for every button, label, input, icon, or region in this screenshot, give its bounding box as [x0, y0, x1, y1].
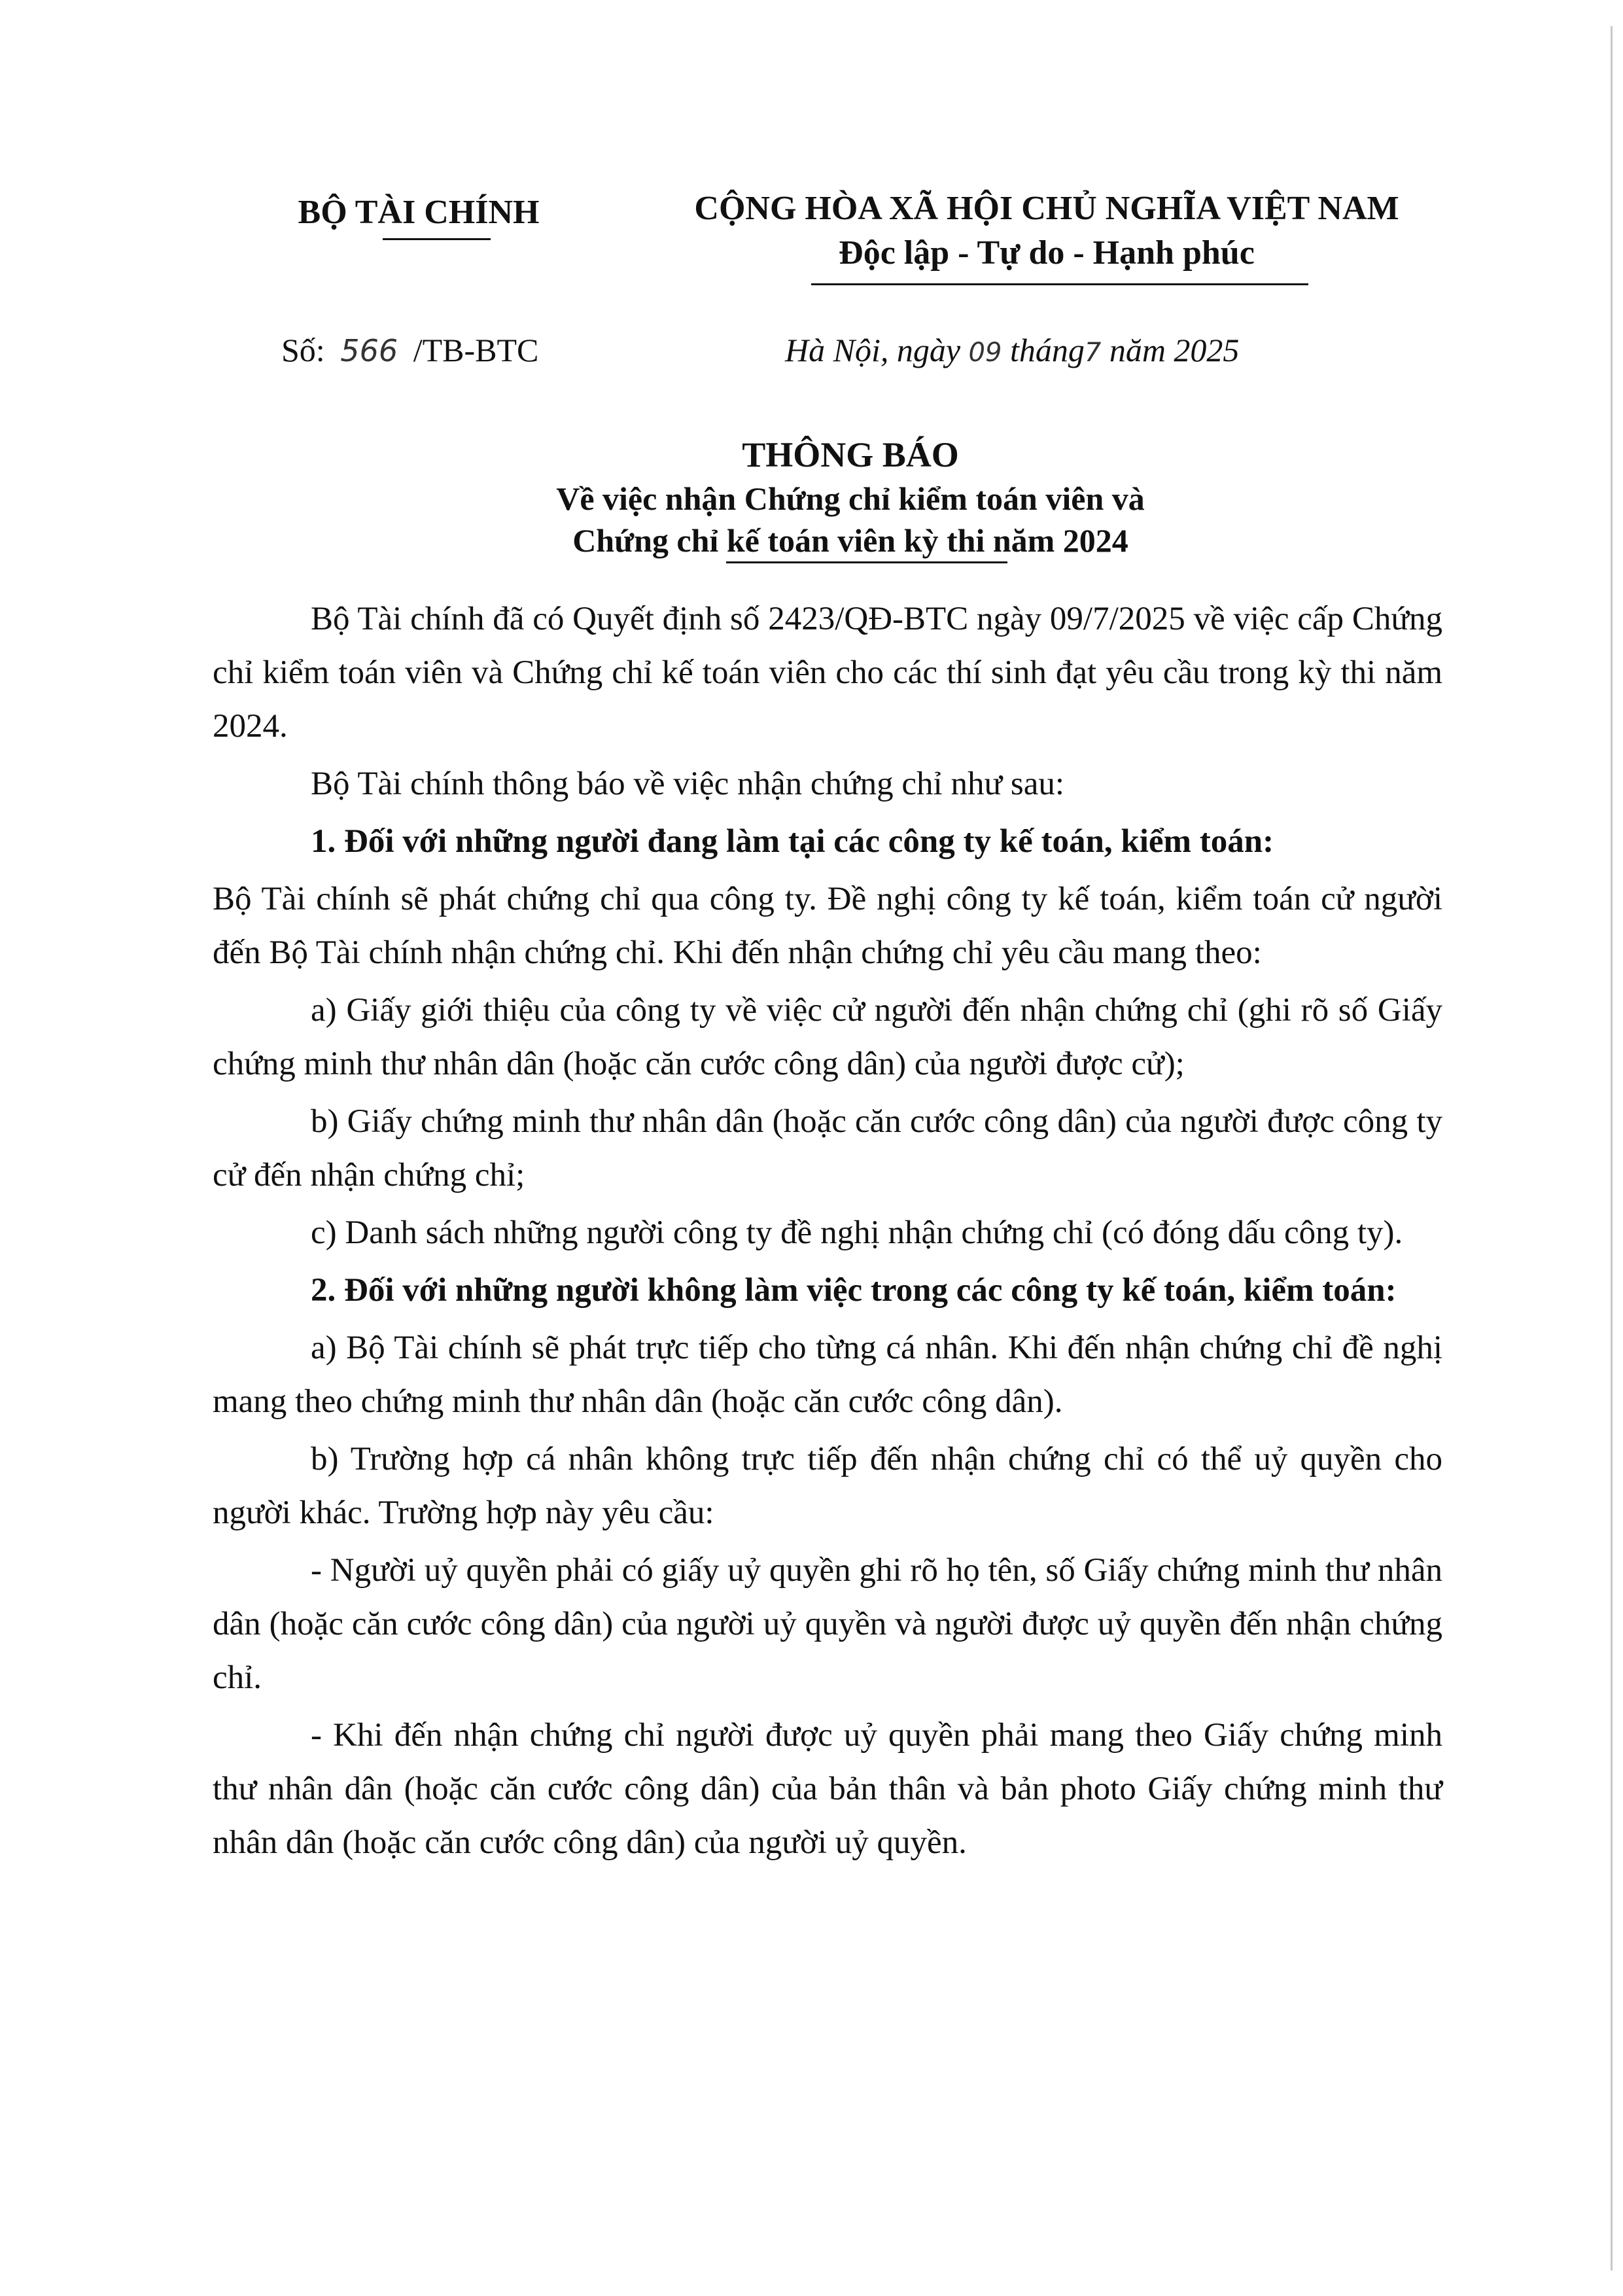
date-month-label: tháng [1009, 332, 1085, 368]
number-handwritten: 566 [340, 333, 398, 368]
date-day: 09 [968, 338, 1002, 368]
national-header [641, 186, 1452, 275]
section-1-item-b: b) Giấy chứng minh thư nhân dân (hoặc căn cước công dân) của người được công ty cử đến nhận chứng chỉ; [213, 1103, 1442, 1193]
date-place: Hà Nội, ngày [785, 332, 961, 368]
paragraph-intro: Bộ Tài chính thông báo về việc nhận chứng chỉ như sau: [311, 766, 1065, 802]
section-2-item-b-2: - Khi đến nhận chứng chỉ người được uỷ quyền phải mang theo Giấy chứng minh thư nhân dân (hoặc căn cước công dân) của bản thân và bản photo Giấy chứng minh thư nhân dân (hoặc căn cước công dân) của người uỷ quyền. [213, 1717, 1442, 1861]
section-2-heading: 2. Đối với những người không làm việc trong các công ty kế toán, kiểm toán: [311, 1272, 1397, 1309]
number-suffix: /TB-BTC [413, 332, 539, 368]
title-underline [726, 561, 1007, 563]
document-number [281, 327, 538, 374]
paragraph-decision: Bộ Tài chính đã có Quyết định số 2423/QĐ-BTC ngày 09/7/2025 về việc cấp Chứng chỉ kiểm toán viên và Chứng chỉ kế toán viên cho các thí sinh đạt yêu cầu trong kỳ thi năm 2024. [213, 601, 1442, 745]
agency-underline [383, 238, 491, 240]
number-prefix: Số: [281, 332, 325, 368]
section-2-item-b-1: - Người uỷ quyền phải có giấy uỷ quyền ghi rõ họ tên, số Giấy chứng minh thư nhân dân (hoặc căn cước công dân) của người uỷ quyền và người được uỷ quyền đến nhận chứng chỉ. [213, 1552, 1442, 1696]
date-year: năm 2025 [1109, 332, 1240, 368]
scan-edge-line [1611, 26, 1613, 2270]
agency-header [275, 190, 563, 236]
section-2-item-a: a) Bộ Tài chính sẽ phát trực tiếp cho từng cá nhân. Khi đến nhận chứng chỉ đề nghị mang theo chứng minh thư nhân dân (hoặc căn cước công dân). [213, 1330, 1442, 1420]
notice-subtitle-line2: Chứng chỉ kế toán viên kỳ thi năm 2024 [572, 522, 1128, 559]
agency-name: BỘ TÀI CHÍNH [298, 194, 540, 231]
notice-title: THÔNG BÁO [742, 435, 959, 474]
date-line [785, 327, 1239, 376]
section-1-heading: 1. Đối với những người đang làm tại các công ty kế toán, kiểm toán: [311, 823, 1274, 860]
motto-underline [811, 283, 1308, 285]
notice-body [213, 592, 1442, 1873]
nation-name: CỘNG HÒA XÃ HỘI CHỦ NGHĨA VIỆT NAM [694, 190, 1399, 227]
national-motto: Độc lập - Tự do - Hạnh phúc [839, 234, 1255, 272]
section-2-item-b: b) Trường hợp cá nhân không trực tiếp đến nhận chứng chỉ có thể uỷ quyền cho người khác. Trường hợp này yêu cầu: [213, 1441, 1442, 1531]
notice-title-block [288, 432, 1413, 561]
section-1-text: Bộ Tài chính sẽ phát chứng chỉ qua công ty. Đề nghị công ty kế toán, kiểm toán cử người đến Bộ Tài chính nhận chứng chỉ. Khi đến nhận chứng chỉ yêu cầu mang theo: [213, 881, 1442, 971]
section-1-item-c: c) Danh sách những người công ty đề nghị nhận chứng chỉ (có đóng dấu công ty). [311, 1214, 1403, 1251]
section-1-item-a: a) Giấy giới thiệu của công ty về việc cử người đến nhận chứng chỉ (ghi rõ số Giấy chứng minh thư nhân dân (hoặc căn cước công dân) của người được cử); [213, 992, 1442, 1082]
date-month: 7 [1084, 338, 1102, 368]
notice-subtitle-line1: Về việc nhận Chứng chỉ kiểm toán viên và [556, 480, 1145, 517]
